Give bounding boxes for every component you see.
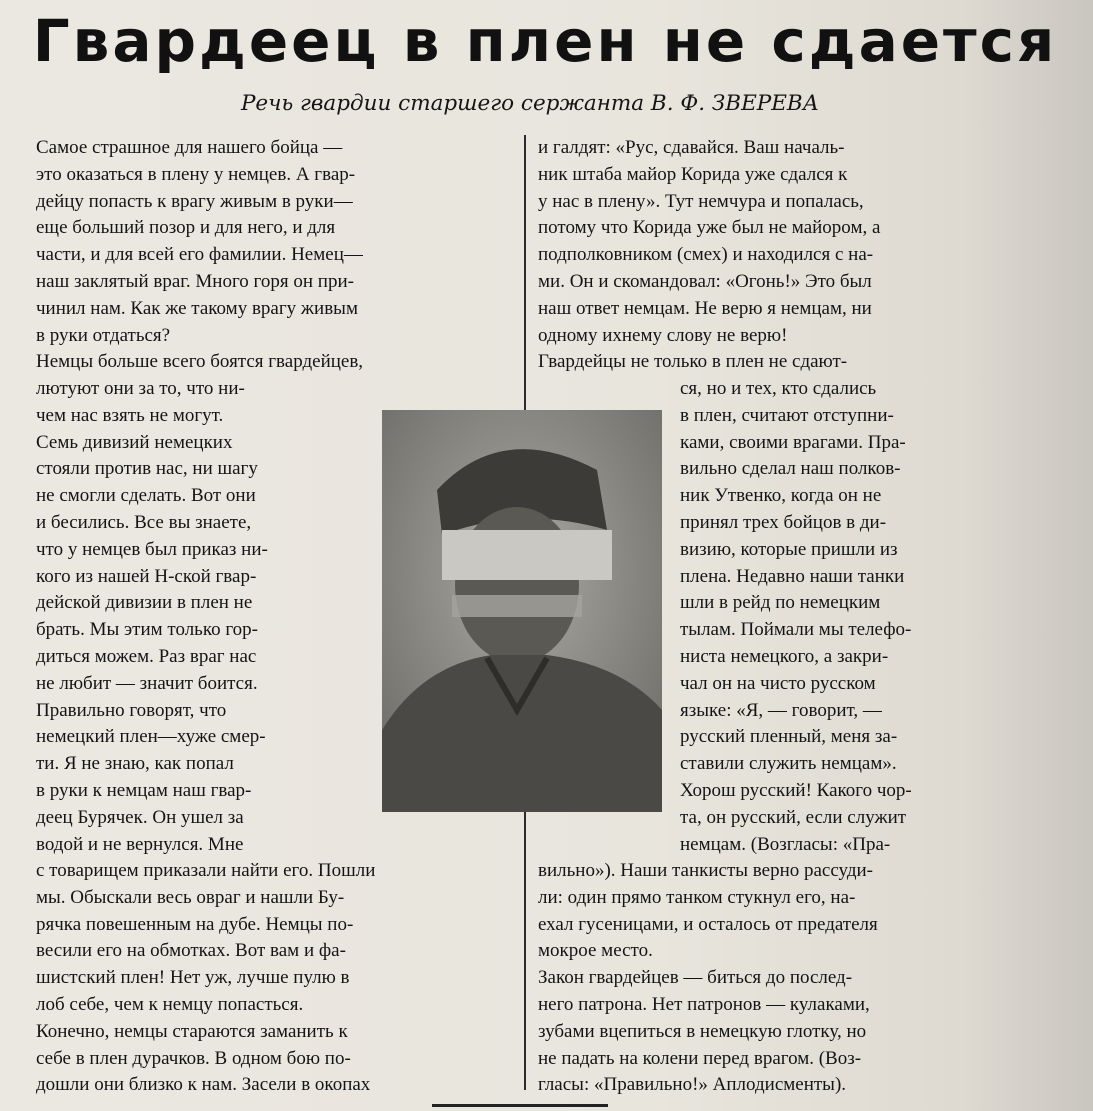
left-column-wrap-text [36, 376, 371, 858]
text-line: ли: один прямо танком стукнул его, на- [538, 886, 856, 908]
text-line: немцам. (Возгласы: «Пра- [680, 833, 891, 855]
text-line: подполковником (смех) и находился с на- [538, 244, 874, 266]
text-line: чал он на чисто русском [680, 672, 876, 694]
text-line: Самое страшное для нашего бойца — [36, 137, 343, 158]
text-line: языке: «Я, — говорит, — [680, 699, 882, 721]
text-line: лютуют они за то, что ни- [36, 378, 245, 399]
text-line: ставили служить немцам». [680, 753, 897, 775]
text-line: с товарищем приказали найти его. Пошли [36, 860, 376, 881]
text-line: вильно»). Наши танкисты верно рассуди- [538, 860, 873, 881]
text-line: ник штаба майор Корида уже сдался к [538, 163, 848, 185]
text-line: дейской дивизии в плен не [36, 592, 253, 614]
text-line: дейцу попасть к врагу живым в руки— [36, 190, 353, 212]
text-line: гласы: «Правильно!» Аплодисменты). [538, 1074, 847, 1096]
text-line: плена. Недавно наши танки [680, 565, 905, 587]
text-line: диться можем. Раз враг нас [36, 645, 257, 667]
article-headline: Гвардеец в плен не сдается [32, 7, 1058, 75]
text-line: зубами вцепиться в немецкую глотку, но [538, 1020, 867, 1042]
soldier-portrait-photo [382, 410, 662, 812]
text-line: что у немцев был приказ ни- [36, 538, 268, 560]
text-line: кого из нашей Н-ской гвар- [36, 565, 257, 587]
text-line: наш ответ немцам. Не верю я немцам, ни [538, 297, 872, 319]
text-line: дошли они близко к нам. Засели в окопах [36, 1074, 371, 1096]
text-line: не смогли сделать. Вот они [36, 485, 256, 507]
text-line: мокрое место. [538, 940, 653, 962]
text-line: Правильно говорят, что [36, 699, 227, 721]
right-column-top-text [538, 135, 1038, 376]
article-byline: Речь гвардии старшего сержанта В. Ф. ЗВЕРЕВА [240, 91, 820, 116]
text-line: себе в плен дурачков. В одном бою по- [36, 1047, 351, 1069]
text-line: ниста немецкого, а закри- [680, 645, 889, 667]
text-line: части, и для всей его фамилии. Немец— [36, 244, 363, 266]
text-line: одному ихнему слову не верю! [538, 324, 788, 346]
text-line: весили его на обмотках. Вот вам и фа- [36, 940, 346, 962]
text-line: Семь дивизий немецких [36, 431, 233, 453]
text-line: визию, которые пришли из [680, 538, 898, 560]
text-line: русский пленный, меня за- [680, 726, 898, 748]
text-line: принял трех бойцов в ди- [680, 511, 887, 533]
text-line: брать. Мы этим только гор- [36, 619, 258, 641]
left-column-top-text [36, 135, 514, 376]
bottom-rule [432, 1104, 608, 1107]
text-line: ти. Я не знаю, как попал [36, 753, 234, 775]
text-line: та, он русский, если служит [680, 806, 907, 828]
left-column-bottom-text [36, 858, 514, 1099]
text-line: водой и не вернулся. Мне [36, 833, 244, 855]
text-line: в руки к немцам наш гвар- [36, 779, 252, 801]
text-line: стояли против нас, ни шагу [36, 458, 258, 480]
text-line: наш заклятый враг. Много горя он при- [36, 270, 354, 292]
text-line: в руки отдаться? [36, 324, 171, 346]
text-line: рячка повешенным на дубе. Немцы по- [36, 913, 354, 935]
text-line: и бесились. Все вы знаете, [36, 511, 252, 533]
text-line: чинил нам. Как же такому врагу живым [36, 297, 358, 319]
text-line: ехал гусеницами, и осталось от предателя [538, 913, 878, 935]
text-line: мы. Обыскали весь овраг и нашли Бу- [36, 886, 345, 908]
text-line: у нас в плену». Тут немчура и попалась, [538, 190, 864, 212]
text-line: и галдят: «Рус, сдавайся. Ваш началь- [538, 137, 845, 158]
text-line: Закон гвардейцев — биться до послед- [538, 967, 853, 989]
text-line: немецкий плен—хуже смер- [36, 726, 266, 748]
text-line: него патрона. Нет патронов — кулаками, [538, 993, 870, 1015]
right-column-bottom-text [538, 858, 1038, 1099]
text-line: тылам. Поймали мы телефо- [680, 619, 912, 641]
text-line: ми. Он и скомандовал: «Огонь!» Это был [538, 270, 872, 292]
text-line: деец Бурячек. Он ушел за [36, 806, 244, 828]
text-line: потому что Корида уже был не майором, а [538, 217, 881, 239]
text-line: ками, своими врагами. Пра- [680, 431, 906, 453]
text-line: ник Утвенко, когда он не [680, 485, 882, 507]
text-line: шли в рейд по немецким [680, 592, 881, 614]
text-line: не любит — значит боится. [36, 672, 258, 694]
text-line: Конечно, немцы стараются заманить к [36, 1020, 348, 1042]
portrait-photo-icon [382, 410, 662, 812]
right-column-wrap-text [680, 376, 1038, 858]
text-line: Немцы больше всего боятся гвардейцев, [36, 351, 364, 373]
text-line: вильно сделал наш полков- [680, 458, 901, 480]
text-line: ся, но и тех, кто сдались [680, 378, 877, 399]
text-line: еще больший позор и для него, и для [36, 217, 336, 239]
text-line: Гвардейцы не только в плен не сдают- [538, 351, 848, 373]
text-line: лоб себе, чем к немцу попасться. [36, 993, 304, 1015]
text-line: шистский плен! Нет уж, лучше пулю в [36, 967, 350, 989]
text-line: в плен, считают отступни- [680, 404, 894, 426]
text-line: не падать на колени перед врагом. (Воз- [538, 1047, 862, 1069]
text-line: это оказаться в плену у немцев. А гвар- [36, 163, 356, 185]
text-line: Хорош русский! Какого чор- [680, 779, 912, 801]
text-line: чем нас взять не могут. [36, 404, 224, 426]
